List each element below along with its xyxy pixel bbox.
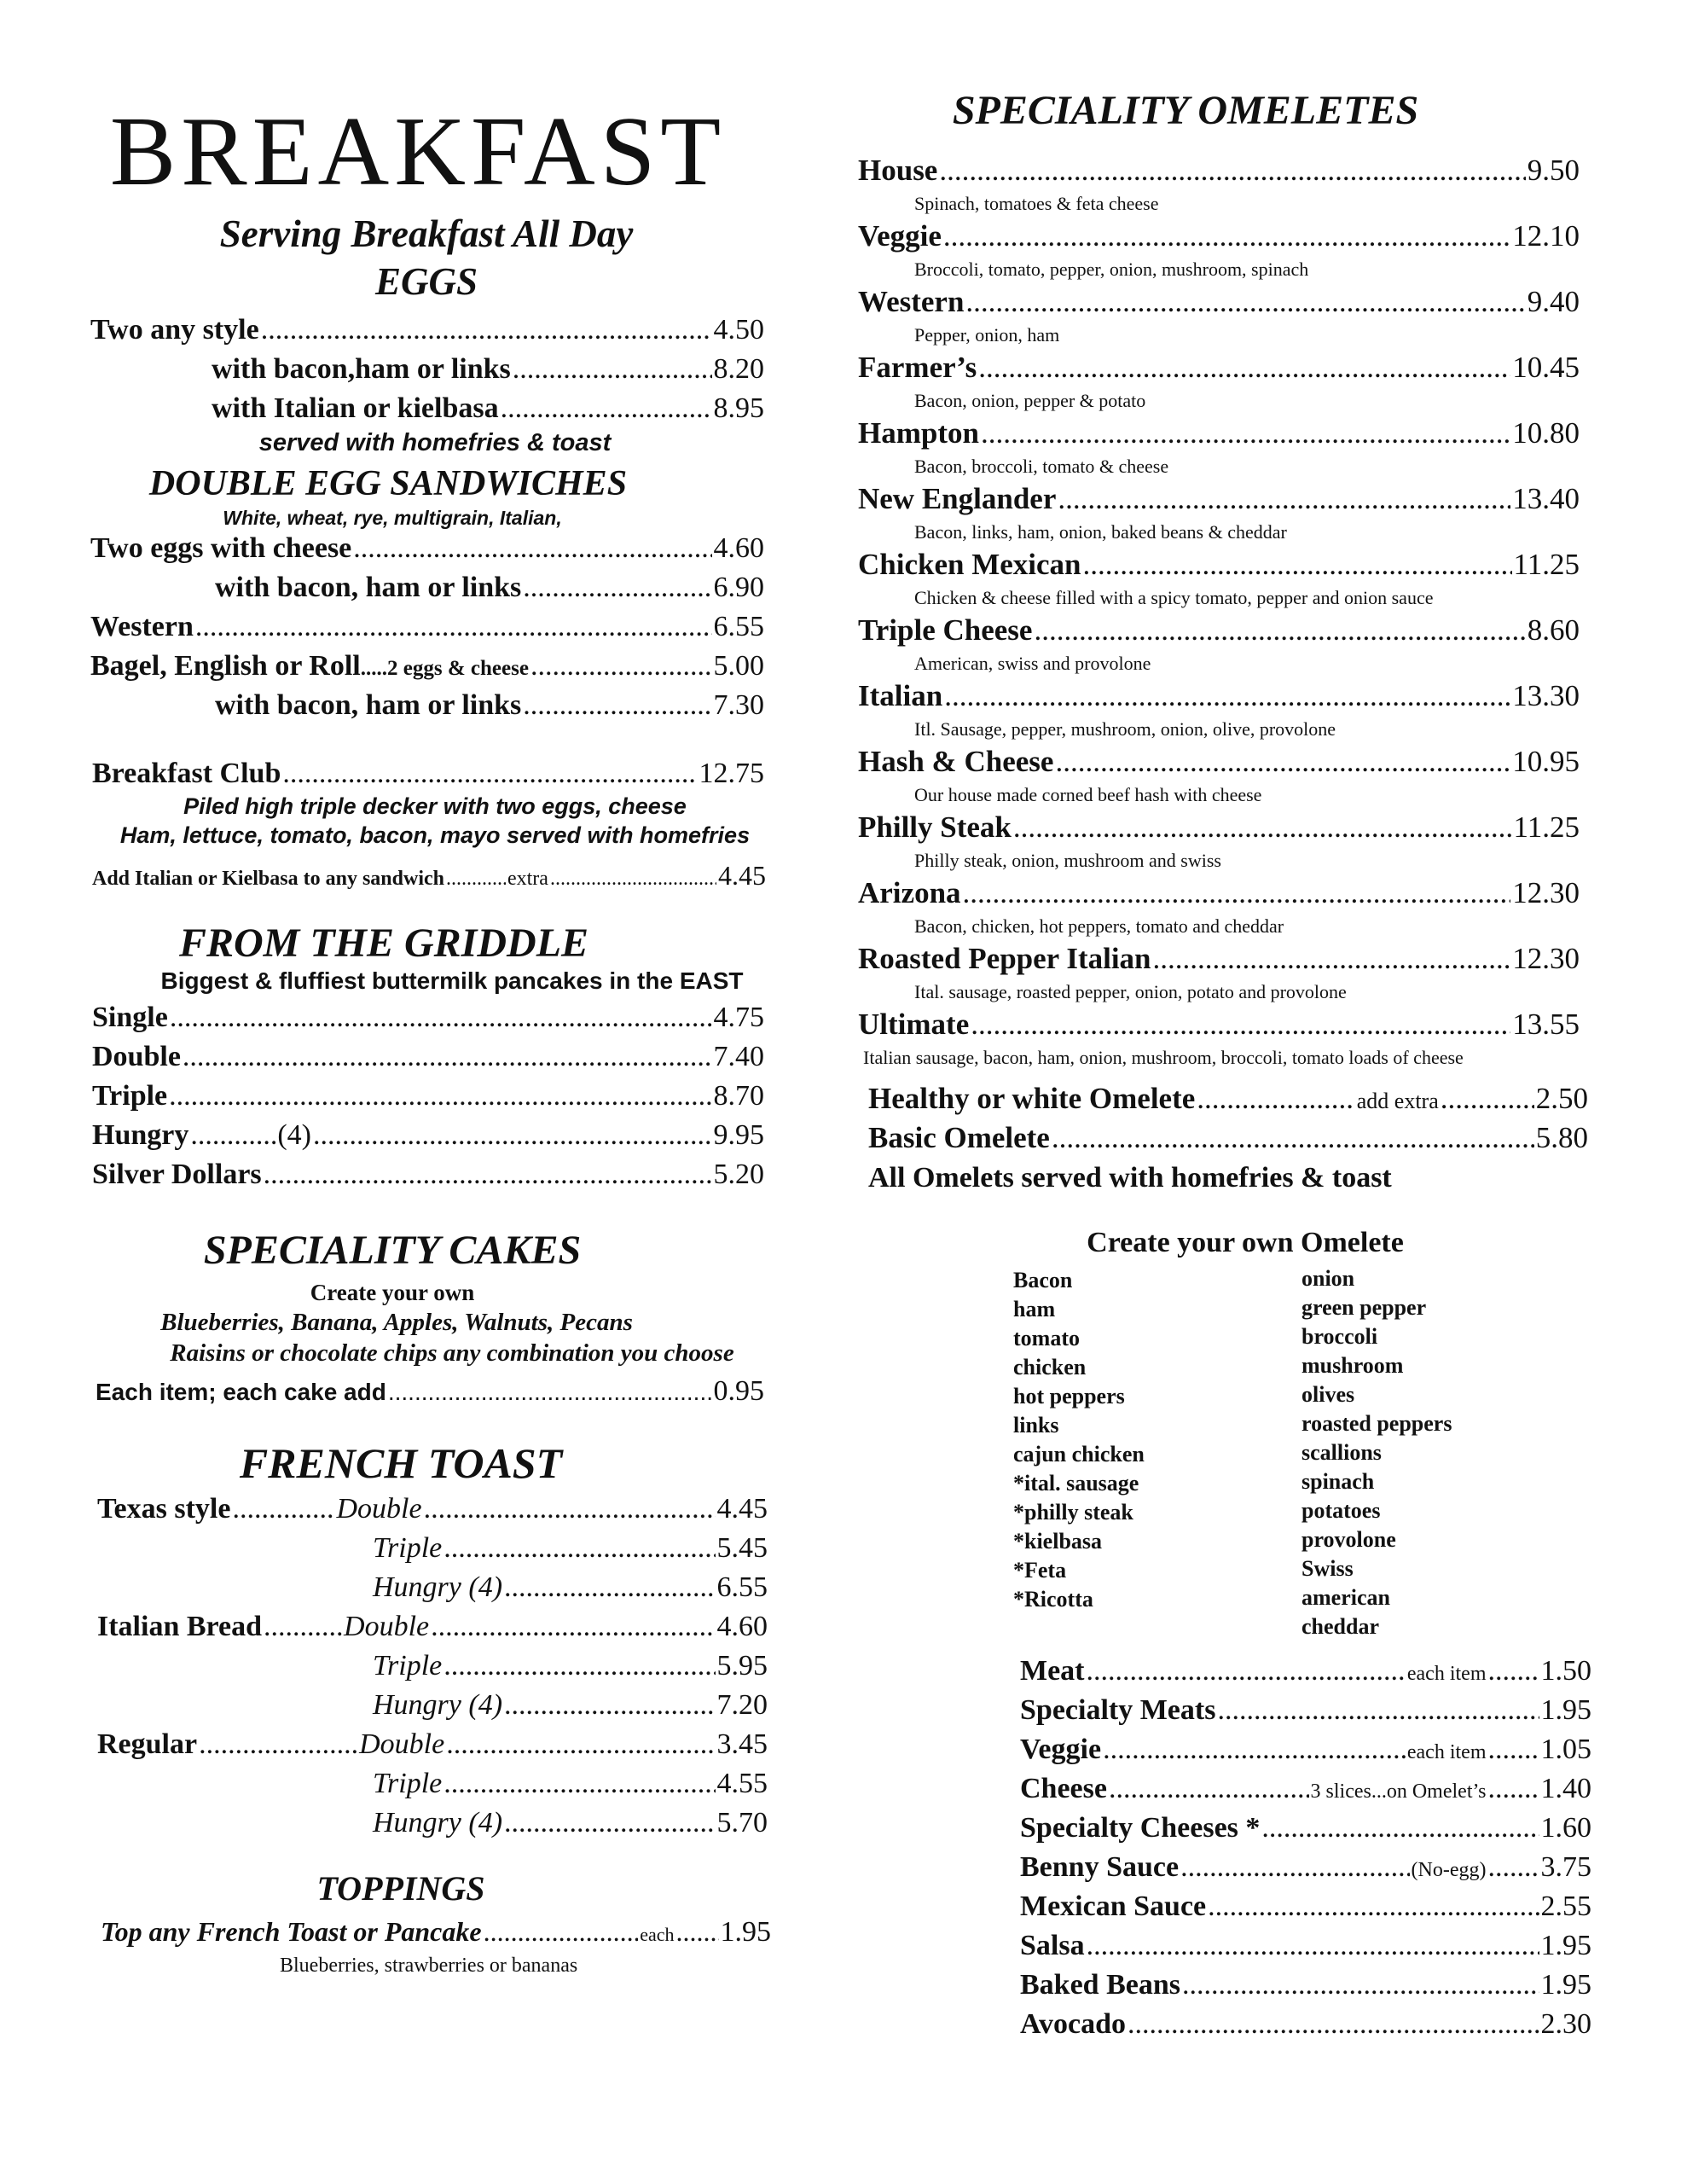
item-label: Salsa — [1020, 1930, 1085, 1961]
item-price: 2.30 — [1540, 2008, 1591, 2040]
item-label: Meat — [1020, 1655, 1085, 1687]
omelet-desc: Bacon, links, ham, onion, baked beans & cheddar — [914, 521, 1287, 543]
item-mid: (No-egg) — [1411, 1859, 1487, 1881]
ingredient-item: olives — [1301, 1382, 1355, 1407]
item-price: 4.50 — [713, 314, 764, 346]
toast-size: Triple — [373, 1768, 443, 1799]
toast-size: Hungry (4) — [373, 1807, 503, 1838]
ingredient-item: mushroom — [1301, 1353, 1404, 1378]
toppings-desc: Blueberries, strawberries or bananas — [280, 1955, 578, 1977]
item-label: Bagel, English or Roll — [90, 650, 361, 682]
omelet-item — [858, 746, 1580, 776]
item-label: Each item; each cake add — [96, 1379, 386, 1405]
toast-size: Hungry (4) — [373, 1689, 503, 1721]
item-label: Hungry — [92, 1119, 189, 1151]
omelets-footer: All Omelets served with homefries & toast — [868, 1162, 1392, 1194]
item-price: 1.05 — [1540, 1734, 1591, 1765]
addon-item — [1020, 1735, 1591, 1764]
omelet-item — [858, 418, 1580, 448]
toast-size: Triple — [373, 1532, 443, 1564]
ingredient-item: *Ricotta — [1013, 1587, 1093, 1612]
ingredient-item: hot peppers — [1013, 1384, 1125, 1409]
club-item — [92, 759, 764, 788]
item-price: 7.40 — [713, 1041, 764, 1072]
omelet-item — [858, 812, 1580, 842]
item-label: Single — [92, 1002, 168, 1033]
item-label: with bacon,ham or links — [212, 353, 511, 385]
item-label: Ultimate — [858, 1008, 970, 1041]
toast-row — [97, 1495, 768, 1524]
omelet-item — [858, 352, 1580, 382]
toast-price: 4.45 — [716, 1493, 768, 1525]
item-label: New Englander — [858, 482, 1057, 515]
ingredient-item: Swiss — [1301, 1556, 1354, 1581]
ingredient-item: *philly steak — [1013, 1500, 1133, 1525]
item-price: 3.75 — [1540, 1851, 1591, 1883]
ingredient-item: links — [1013, 1413, 1059, 1438]
item-label: Western — [90, 611, 194, 642]
omelets-heading: SPECIALITY OMELETES — [952, 88, 1419, 133]
toast-row — [373, 1534, 768, 1563]
item-label: Triple Cheese — [858, 613, 1033, 647]
omelet-desc: Pepper, onion, ham — [914, 324, 1060, 346]
item-label: Silver Dollars — [92, 1159, 262, 1190]
ingredient-item: spinach — [1301, 1469, 1375, 1494]
item-price: 5.20 — [713, 1159, 764, 1190]
item-label: Triple — [92, 1080, 168, 1112]
omelet-desc: Broccoli, tomato, pepper, onion, mushroom, spinach — [914, 258, 1309, 280]
eggs-heading: EGGS — [374, 260, 478, 303]
item-label: House — [858, 154, 938, 187]
item-mid: each item — [1406, 1663, 1487, 1685]
item-price: 5.80 — [1535, 1121, 1588, 1154]
toast-size: Double — [344, 1611, 430, 1642]
ingredient-item: potatoes — [1301, 1498, 1381, 1523]
omelet-item — [858, 549, 1580, 579]
item-price: 9.50 — [1527, 154, 1580, 187]
ingredient-item: Bacon — [1013, 1268, 1073, 1292]
item-price: 1.60 — [1540, 1812, 1591, 1844]
item-price: 11.25 — [1513, 810, 1580, 844]
item-label: with Italian or kielbasa — [212, 392, 499, 424]
griddle-item — [92, 1160, 764, 1189]
toast-price: 5.45 — [716, 1532, 768, 1564]
item-mid: extra — [507, 868, 548, 890]
item-price: 4.75 — [713, 1002, 764, 1033]
sandwich-item — [215, 691, 764, 720]
item-price: 8.20 — [713, 353, 764, 385]
omelet-desc: Itl. Sausage, pepper, mushroom, onion, olive, provolone — [914, 718, 1336, 740]
cakes-line: Create your own — [310, 1280, 475, 1305]
omelet-desc: Our house made corned beef hash with cheese — [914, 784, 1262, 805]
item-price: 1.95 — [1540, 1694, 1591, 1726]
griddle-note: Biggest & fluffiest buttermilk pancakes in the EAST — [160, 967, 744, 994]
item-label: Philly Steak — [858, 810, 1012, 844]
item-price: 12.75 — [699, 758, 764, 789]
toast-group-label: Texas style — [97, 1493, 231, 1525]
item-price: 11.25 — [1513, 548, 1580, 581]
omelet-item — [858, 155, 1580, 185]
item-price: 10.95 — [1512, 745, 1580, 778]
item-label: Top any French Toast or Pancake — [101, 1916, 482, 1947]
healthy-item — [868, 1083, 1588, 1113]
item-label: Cheese — [1020, 1773, 1107, 1804]
ingredient-item: *kielbasa — [1013, 1529, 1103, 1554]
eggs-item — [212, 394, 764, 423]
item-label: Italian — [858, 679, 943, 712]
sandwiches-note: White, wheat, rye, multigrain, Italian, — [223, 507, 562, 529]
toast-price: 6.55 — [716, 1571, 768, 1603]
item-price: 0.95 — [713, 1375, 764, 1407]
item-price: 6.55 — [713, 611, 764, 642]
item-price: 1.95 — [1540, 1930, 1591, 1961]
item-price: 13.30 — [1512, 679, 1580, 712]
ingredient-item: chicken — [1013, 1355, 1087, 1380]
item-price: 1.50 — [1540, 1655, 1591, 1687]
item-label: Roasted Pepper Italian — [858, 942, 1151, 975]
ingredient-item: *ital. sausage — [1013, 1471, 1139, 1496]
ingredient-item: roasted peppers — [1301, 1411, 1452, 1436]
item-label: Veggie — [1020, 1734, 1102, 1765]
item-price: 7.30 — [713, 689, 764, 721]
toppings-item — [101, 1918, 771, 1947]
toast-row — [373, 1691, 768, 1720]
item-price: 2.50 — [1535, 1082, 1588, 1115]
addon-item — [1020, 1814, 1591, 1843]
create-heading: Create your own Omelete — [1087, 1227, 1404, 1258]
omelet-desc: Bacon, chicken, hot peppers, tomato and cheddar — [914, 915, 1284, 937]
omelet-desc: American, swiss and provolone — [914, 653, 1151, 674]
toast-row — [373, 1573, 768, 1602]
cakes-line: Raisins or chocolate chips any combination you choose — [170, 1339, 734, 1367]
griddle-item — [92, 1082, 764, 1111]
item-label: Mexican Sauce — [1020, 1891, 1207, 1922]
menu-title: BREAKFAST — [109, 97, 727, 206]
club-desc: Ham, lettuce, tomato, bacon, mayo served with homefries — [119, 822, 751, 848]
item-price: 10.80 — [1512, 416, 1580, 450]
omelet-item — [858, 221, 1580, 251]
toast-row — [373, 1652, 768, 1681]
ingredient-item: american — [1301, 1585, 1390, 1610]
item-label: Hash & Cheese — [858, 745, 1054, 778]
item-price: 13.55 — [1512, 1008, 1580, 1041]
toast-size: Hungry (4) — [373, 1571, 503, 1603]
omelet-desc: Bacon, broccoli, tomato & cheese — [914, 456, 1169, 477]
omelet-item — [858, 681, 1580, 711]
tagline: Serving Breakfast All Day — [219, 212, 634, 255]
item-price: 4.45 — [718, 860, 766, 891]
ingredient-item: cajun chicken — [1013, 1442, 1145, 1467]
item-label: Two eggs with cheese — [90, 532, 352, 564]
item-price: 8.70 — [713, 1080, 764, 1112]
toast-group-label: Regular — [97, 1728, 198, 1760]
ingredient-item: *Feta — [1013, 1558, 1067, 1583]
item-label: with bacon, ham or links — [215, 572, 522, 603]
addon-item — [1020, 2010, 1591, 2039]
item-label: Two any style — [90, 314, 259, 346]
toast-price: 5.95 — [716, 1650, 768, 1682]
cakes-line: Blueberries, Banana, Apples, Walnuts, Pecans — [160, 1309, 633, 1336]
eggs-item — [90, 316, 764, 345]
omelet-desc: Ital. sausage, roasted pepper, onion, potato and provolone — [914, 981, 1347, 1002]
item-label: Baked Beans — [1020, 1969, 1180, 2001]
ingredient-item: green pepper — [1301, 1295, 1427, 1320]
club-desc: Piled high triple decker with two eggs, cheese — [183, 793, 687, 819]
sandwich-item — [90, 613, 764, 642]
addon-item — [92, 862, 766, 889]
item-label: Avocado — [1020, 2008, 1127, 2040]
omelet-desc: Philly steak, onion, mushroom and swiss — [914, 850, 1221, 871]
sandwich-item — [90, 652, 764, 681]
omelet-item — [858, 484, 1580, 514]
sandwich-item — [90, 534, 764, 563]
ingredient-item: scallions — [1301, 1440, 1382, 1465]
item-label: Specialty Cheeses * — [1020, 1812, 1261, 1844]
item-label: Hampton — [858, 416, 979, 450]
omelet-item — [858, 878, 1580, 908]
toast-price: 3.45 — [716, 1728, 768, 1760]
ingredient-item: onion — [1301, 1266, 1355, 1291]
item-price: 8.60 — [1527, 613, 1580, 647]
sandwiches-heading: DOUBLE EGG SANDWICHES — [148, 464, 628, 503]
omelet-desc: Italian sausage, bacon, ham, onion, mushroom, broccoli, tomato loads of cheese — [863, 1047, 1464, 1068]
item-label: Veggie — [858, 219, 942, 253]
cakes-heading: SPECIALITY CAKES — [203, 1228, 582, 1273]
item-mid: 3 slices...on Omelet’s — [1310, 1780, 1487, 1803]
omelet-item — [858, 944, 1580, 973]
item-label: Western — [858, 285, 965, 318]
omelet-desc: Spinach, tomatoes & feta cheese — [914, 193, 1159, 214]
omelet-item — [858, 1009, 1580, 1039]
addon-item — [1020, 1853, 1591, 1882]
basic-item — [868, 1123, 1588, 1153]
item-price: 6.90 — [713, 572, 764, 603]
item-price: 2.55 — [1540, 1891, 1591, 1922]
item-mid: each — [640, 1924, 675, 1945]
ingredient-item: ham — [1013, 1297, 1056, 1321]
item-label: Double — [92, 1041, 181, 1072]
toast-row — [373, 1809, 768, 1838]
griddle-item — [92, 1121, 764, 1150]
item-extra: .....2 eggs & cheese — [360, 657, 529, 680]
toast-row — [373, 1769, 768, 1798]
eggs-item — [212, 355, 764, 384]
create-left-list — [1013, 1266, 1145, 1614]
item-price: 9.40 — [1527, 285, 1580, 318]
item-label: Healthy or white Omelete — [868, 1082, 1196, 1115]
cakes-item — [96, 1377, 764, 1406]
addon-item — [1020, 1696, 1591, 1725]
item-label: Specialty Meats — [1020, 1694, 1216, 1726]
ingredient-item: cheddar — [1301, 1614, 1379, 1639]
item-price: 10.45 — [1512, 351, 1580, 384]
item-price: 4.60 — [713, 532, 764, 564]
addon-item — [1020, 1892, 1591, 1921]
item-label: Benny Sauce — [1020, 1851, 1180, 1883]
toast-price: 4.55 — [716, 1768, 768, 1799]
item-price: 1.95 — [1540, 1969, 1591, 2001]
toast-size: Triple — [373, 1650, 443, 1682]
omelet-desc: Bacon, onion, pepper & potato — [914, 390, 1146, 411]
toast-price: 5.70 — [716, 1807, 768, 1838]
item-price: 12.30 — [1512, 942, 1580, 975]
item-price: 13.40 — [1512, 482, 1580, 515]
toast-group-label: Italian Bread — [97, 1611, 263, 1642]
omelet-item — [858, 615, 1580, 645]
toast-size: Double — [359, 1728, 445, 1760]
toast-size: Double — [336, 1493, 422, 1525]
item-extra: (4) — [277, 1119, 312, 1151]
item-price: 8.95 — [713, 392, 764, 424]
toppings-heading: TOPPINGS — [316, 1869, 485, 1908]
item-label: Arizona — [858, 876, 961, 909]
item-mid: add extra — [1356, 1089, 1439, 1113]
addon-item — [1020, 1657, 1591, 1686]
toast-price: 4.60 — [716, 1611, 768, 1642]
omelet-desc: Chicken & cheese filled with a spicy tomato, pepper and onion sauce — [914, 587, 1434, 608]
addon-item — [1020, 1971, 1591, 2000]
item-price: 12.10 — [1512, 219, 1580, 253]
french-toast-heading: FRENCH TOAST — [239, 1439, 563, 1487]
griddle-item — [92, 1003, 764, 1032]
ingredient-item: broccoli — [1301, 1324, 1378, 1349]
item-price: 1.40 — [1540, 1773, 1591, 1804]
sandwich-item — [215, 573, 764, 602]
item-label: with bacon, ham or links — [215, 689, 522, 721]
item-price: 1.95 — [720, 1916, 771, 1948]
item-label: Add Italian or Kielbasa to any sandwich — [92, 868, 444, 890]
item-price: 5.00 — [713, 650, 764, 682]
addon-item — [1020, 1931, 1591, 1960]
griddle-heading: FROM THE GRIDDLE — [178, 921, 589, 966]
item-price: 9.95 — [713, 1119, 764, 1151]
eggs-note: served with homefries & toast — [258, 429, 612, 456]
item-label: Farmer’s — [858, 351, 977, 384]
create-right-list — [1301, 1264, 1452, 1641]
item-price: 12.30 — [1512, 876, 1580, 909]
item-label: Breakfast Club — [92, 758, 281, 789]
toast-price: 7.20 — [716, 1689, 768, 1721]
item-mid: each item — [1406, 1741, 1487, 1763]
addon-item — [1020, 1774, 1591, 1804]
griddle-item — [92, 1043, 764, 1072]
ingredient-item: provolone — [1301, 1527, 1396, 1552]
ingredient-item: tomato — [1013, 1326, 1080, 1350]
item-label: Basic Omelete — [868, 1121, 1050, 1154]
item-label: Chicken Mexican — [858, 548, 1081, 581]
toast-row — [97, 1612, 768, 1641]
toast-row — [97, 1730, 768, 1759]
omelet-item — [858, 287, 1580, 317]
